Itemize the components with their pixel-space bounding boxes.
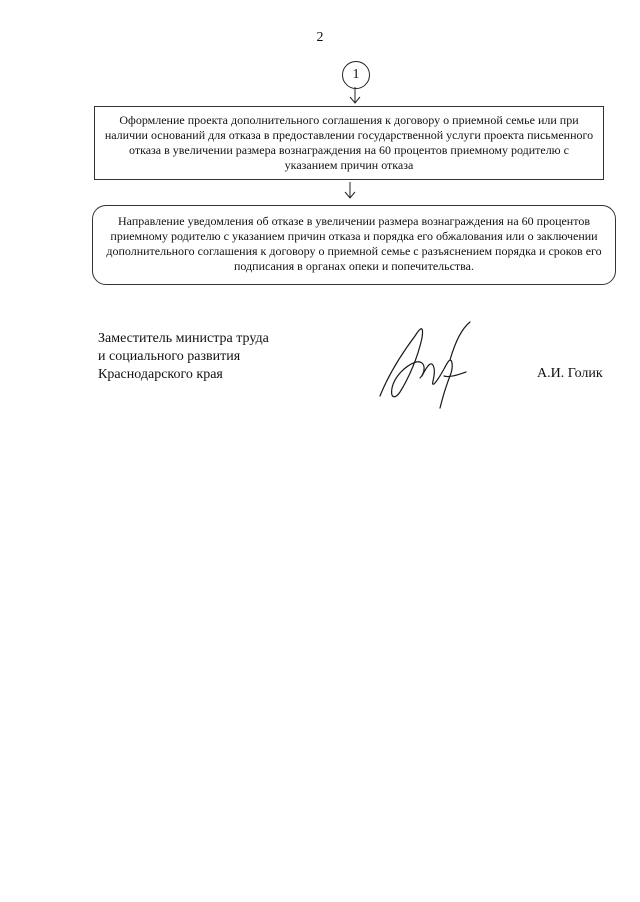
handwritten-signature — [370, 316, 480, 412]
flow-result-text: Направление уведомления об отказе в увеличении размера вознаграждения на 60 процентов приемному родителю с указанием причин отказа и порядка его обжалования или о заключении дополнительного соглашения к договору о приемной семье с разъяснением порядка и сроков его подписания в органах опеки и попечительства. — [106, 214, 602, 273]
flow-step-text: Оформление проекта дополнительного соглашения к договору о приемной семье или при наличии оснований для отказа в предоставлении государственной услуги проекта письменного отказа в увеличении размера вознаграждения на 60 процентов приемному родителю с указанием причин отказа — [104, 113, 594, 172]
flow-step-box — [94, 106, 604, 180]
signer-position-line: Краснодарского края — [98, 367, 223, 382]
flow-arrow-down-icon — [349, 87, 361, 105]
flow-arrow-down-icon — [344, 182, 356, 200]
flow-result-box — [92, 205, 616, 285]
signer-position-line: Заместитель министра труда — [98, 331, 269, 346]
signer-position-line: и социального развития — [98, 349, 241, 364]
signer-position — [98, 330, 269, 384]
page-number: 2 — [316, 30, 324, 45]
flow-connector-circle: 1 — [342, 61, 370, 89]
signer-name: А.И. Голик — [537, 366, 603, 381]
